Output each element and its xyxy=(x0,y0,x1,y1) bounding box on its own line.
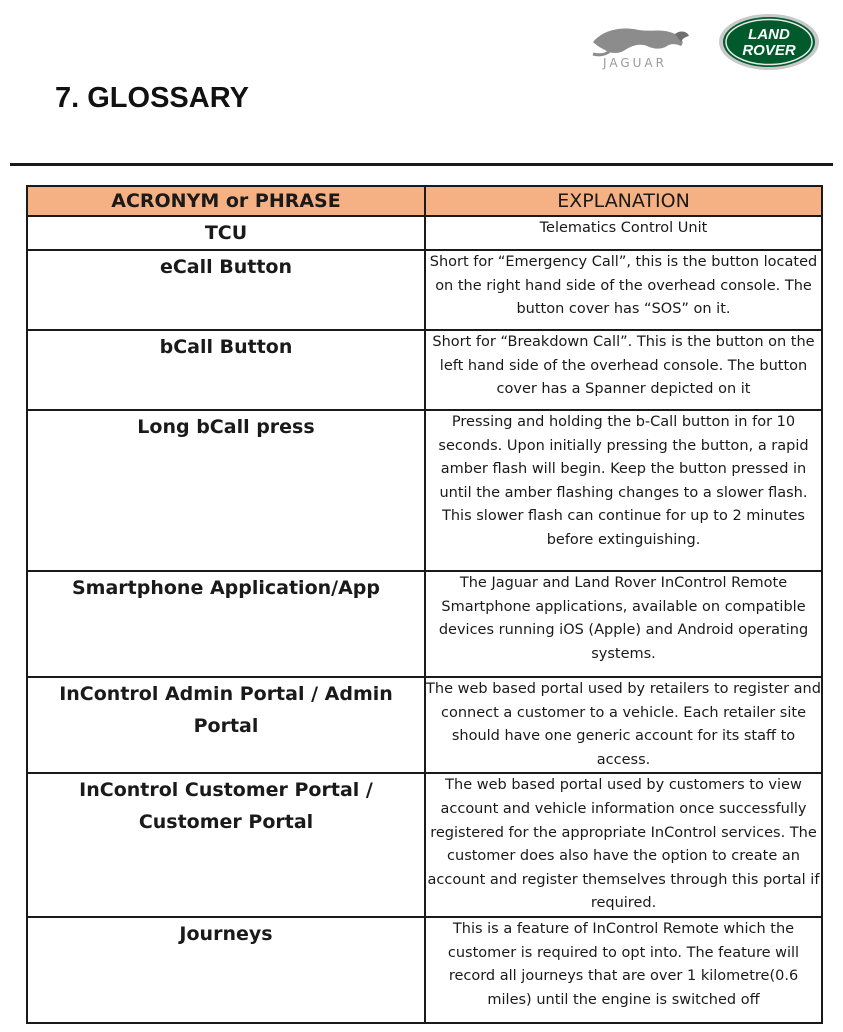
table-header-row xyxy=(27,186,822,216)
row-term: Journeys xyxy=(27,917,425,1023)
row-explanation: This is a feature of InControl Remote which the customer is required to opt into. The feature will record all journeys that are over 1 kilometre(0.6 miles) until the engine is switched off xyxy=(425,917,822,1023)
row-explanation: Pressing and holding the b-Call button in for 10 seconds. Upon initially pressing the button, a rapid amber flash will begin. Keep the button pressed in until the amber flashing changes to a slower flash. This slower flash can continue for up to 2 minutes before extinguishing. xyxy=(425,410,822,571)
row-term: InControl Customer Portal / Customer Portal xyxy=(27,773,425,917)
row-term: Long bCall press xyxy=(27,410,425,571)
table-row xyxy=(27,250,822,330)
row-explanation: The web based portal used by customers to view account and vehicle information once successfully registered for the appropriate InControl services. The customer does also have the option to create an account and register themselves through this portal if required. xyxy=(425,773,822,917)
table-row xyxy=(27,410,822,571)
title-divider xyxy=(10,163,833,166)
header-term: ACRONYM or PHRASE xyxy=(27,186,425,216)
row-term: TCU xyxy=(27,216,425,250)
table-row xyxy=(27,677,822,773)
row-term: eCall Button xyxy=(27,250,425,330)
row-explanation: The Jaguar and Land Rover InControl Remote Smartphone applications, available on compatible devices running iOS (Apple) and Android operating systems. xyxy=(425,571,822,677)
row-term: Smartphone Application/App xyxy=(27,571,425,677)
row-term: InControl Admin Portal / Admin Portal xyxy=(27,677,425,773)
glossary-table xyxy=(26,185,823,1024)
jaguar-wordmark: JAGUAR xyxy=(603,56,667,70)
brand-logos xyxy=(581,12,821,74)
page-title: 7. GLOSSARY xyxy=(55,82,249,114)
row-term: bCall Button xyxy=(27,330,425,410)
table-row xyxy=(27,330,822,410)
land-rover-logo-line1: LAND xyxy=(748,26,790,43)
row-explanation: Telematics Control Unit xyxy=(425,216,822,250)
header-explanation: EXPLANATION xyxy=(425,186,822,216)
table-row xyxy=(27,773,822,917)
table-row xyxy=(27,216,822,250)
land-rover-logo xyxy=(717,12,821,72)
table-row xyxy=(27,917,822,1023)
table-row xyxy=(27,571,822,677)
row-explanation: The web based portal used by retailers to register and connect a customer to a vehicle. Each retailer site should have one generic account for its staff to access. xyxy=(425,677,822,773)
land-rover-logo-line2: ROVER xyxy=(742,42,796,59)
row-explanation: Short for “Emergency Call”, this is the button located on the right hand side of the overhead console. The button cover has “SOS” on it. xyxy=(425,250,822,330)
row-explanation: Short for “Breakdown Call”. This is the button on the left hand side of the overhead console. The button cover has a Spanner depicted on it xyxy=(425,330,822,410)
